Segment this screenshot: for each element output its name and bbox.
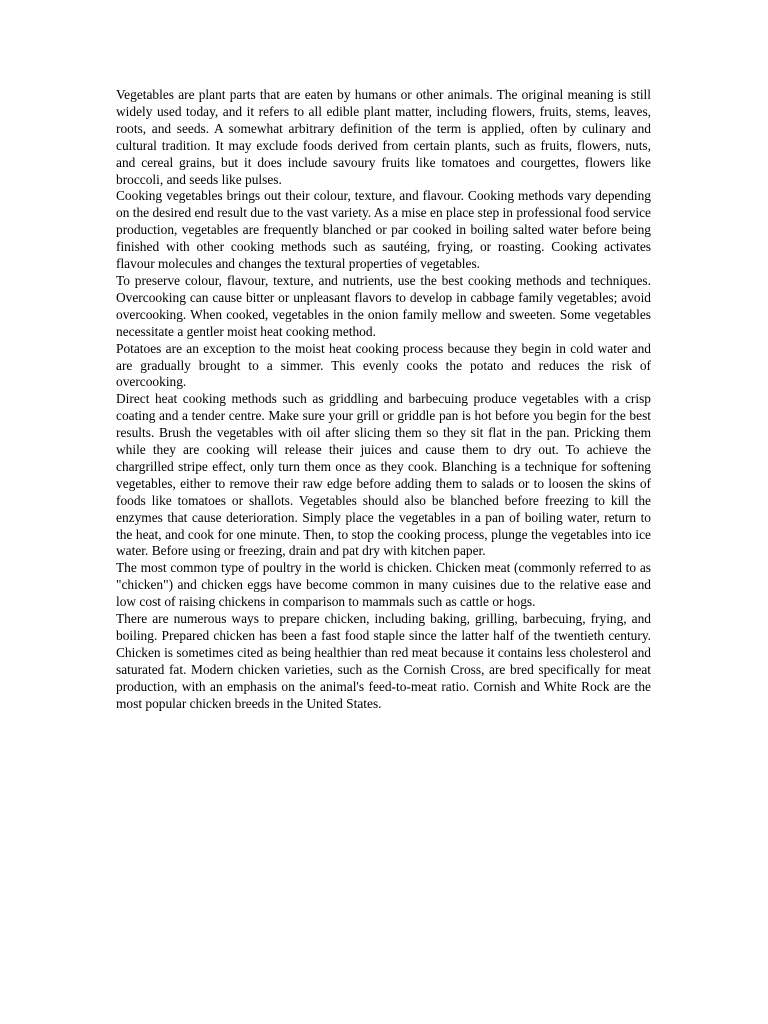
document-body: [116, 87, 651, 713]
paragraph-direct-heat: Direct heat cooking methods such as griddling and barbecuing produce vegetables with a crisp coating and a tender centre. Make sure your grill or griddle pan is hot before you begin for the best results. Brush the vegetables with oil after slicing them so they sit flat in the pan. Pricking them while they are cooking will release their juices and cause them to dry out. To achieve the chargrilled stripe effect, only turn them once as they cook. Blanching is a technique for softening vegetables, either to remove their raw edge before adding them to salads or to loosen the skins of foods like tomatoes or shallots. Vegetables should also be blanched before freezing to kill the enzymes that cause deterioration. Simply place the vegetables in a pan of boiling water, return to the heat, and cook for one minute. Then, to stop the cooking process, plunge the vegetables into ice water. Before using or freezing, drain and pat dry with kitchen paper.: [116, 391, 651, 559]
paragraph-preparing-chicken: There are numerous ways to prepare chicken, including baking, grilling, barbecuing, frying, and boiling. Prepared chicken has been a fast food staple since the latter half of the twentieth century. Chicken is sometimes cited as being healthier than red meat because it contains less cholesterol and saturated fat. Modern chicken varieties, such as the Cornish Cross, are bred specifically for meat production, with an emphasis on the animal's feed-to-meat ratio. Cornish and White Rock are the most popular chicken breeds in the United States.: [116, 611, 651, 711]
paragraph-cooking-vegetables: Cooking vegetables brings out their colour, texture, and flavour. Cooking methods vary depending on the desired end result due to the vast variety. As a mise en place step in professional food service production, vegetables are frequently blanched or par cooked in boiling salted water before being finished with other cooking methods such as sautéing, frying, or roasting. Cooking activates flavour molecules and changes the textural properties of vegetables.: [116, 188, 651, 272]
paragraph-preserving-colour: To preserve colour, flavour, texture, and nutrients, use the best cooking methods and techniques. Overcooking can cause bitter or unpleasant flavors to develop in cabbage family vegetables; avoid overcooking. When cooked, vegetables in the onion family mellow and sweeten. Some vegetables necessitate a gentler moist heat cooking method.: [116, 272, 651, 339]
paragraph-potatoes: Potatoes are an exception to the moist heat cooking process because they begin in cold water and are gradually brought to a simmer. This evenly cooks the potato and reduces the risk of overcooking.: [116, 340, 651, 390]
paragraph-vegetables-definition: Vegetables are plant parts that are eaten by humans or other animals. The original meaning is still widely used today, and it refers to all edible plant matter, including flowers, fruits, stems, leaves, roots, and seeds. A somewhat arbitrary definition of the term is applied, often by culinary and cultural tradition. It may exclude foods derived from certain plants, such as fruits, flowers, nuts, and cereal grains, but it does include savoury fruits like tomatoes and courgettes, flowers like broccoli, and seeds like pulses.: [116, 87, 651, 187]
paragraph-chicken-poultry: The most common type of poultry in the world is chicken. Chicken meat (commonly referred to as "chicken") and chicken eggs have become common in many cuisines due to the relative ease and low cost of raising chickens in comparison to mammals such as cattle or hogs.: [116, 560, 651, 610]
